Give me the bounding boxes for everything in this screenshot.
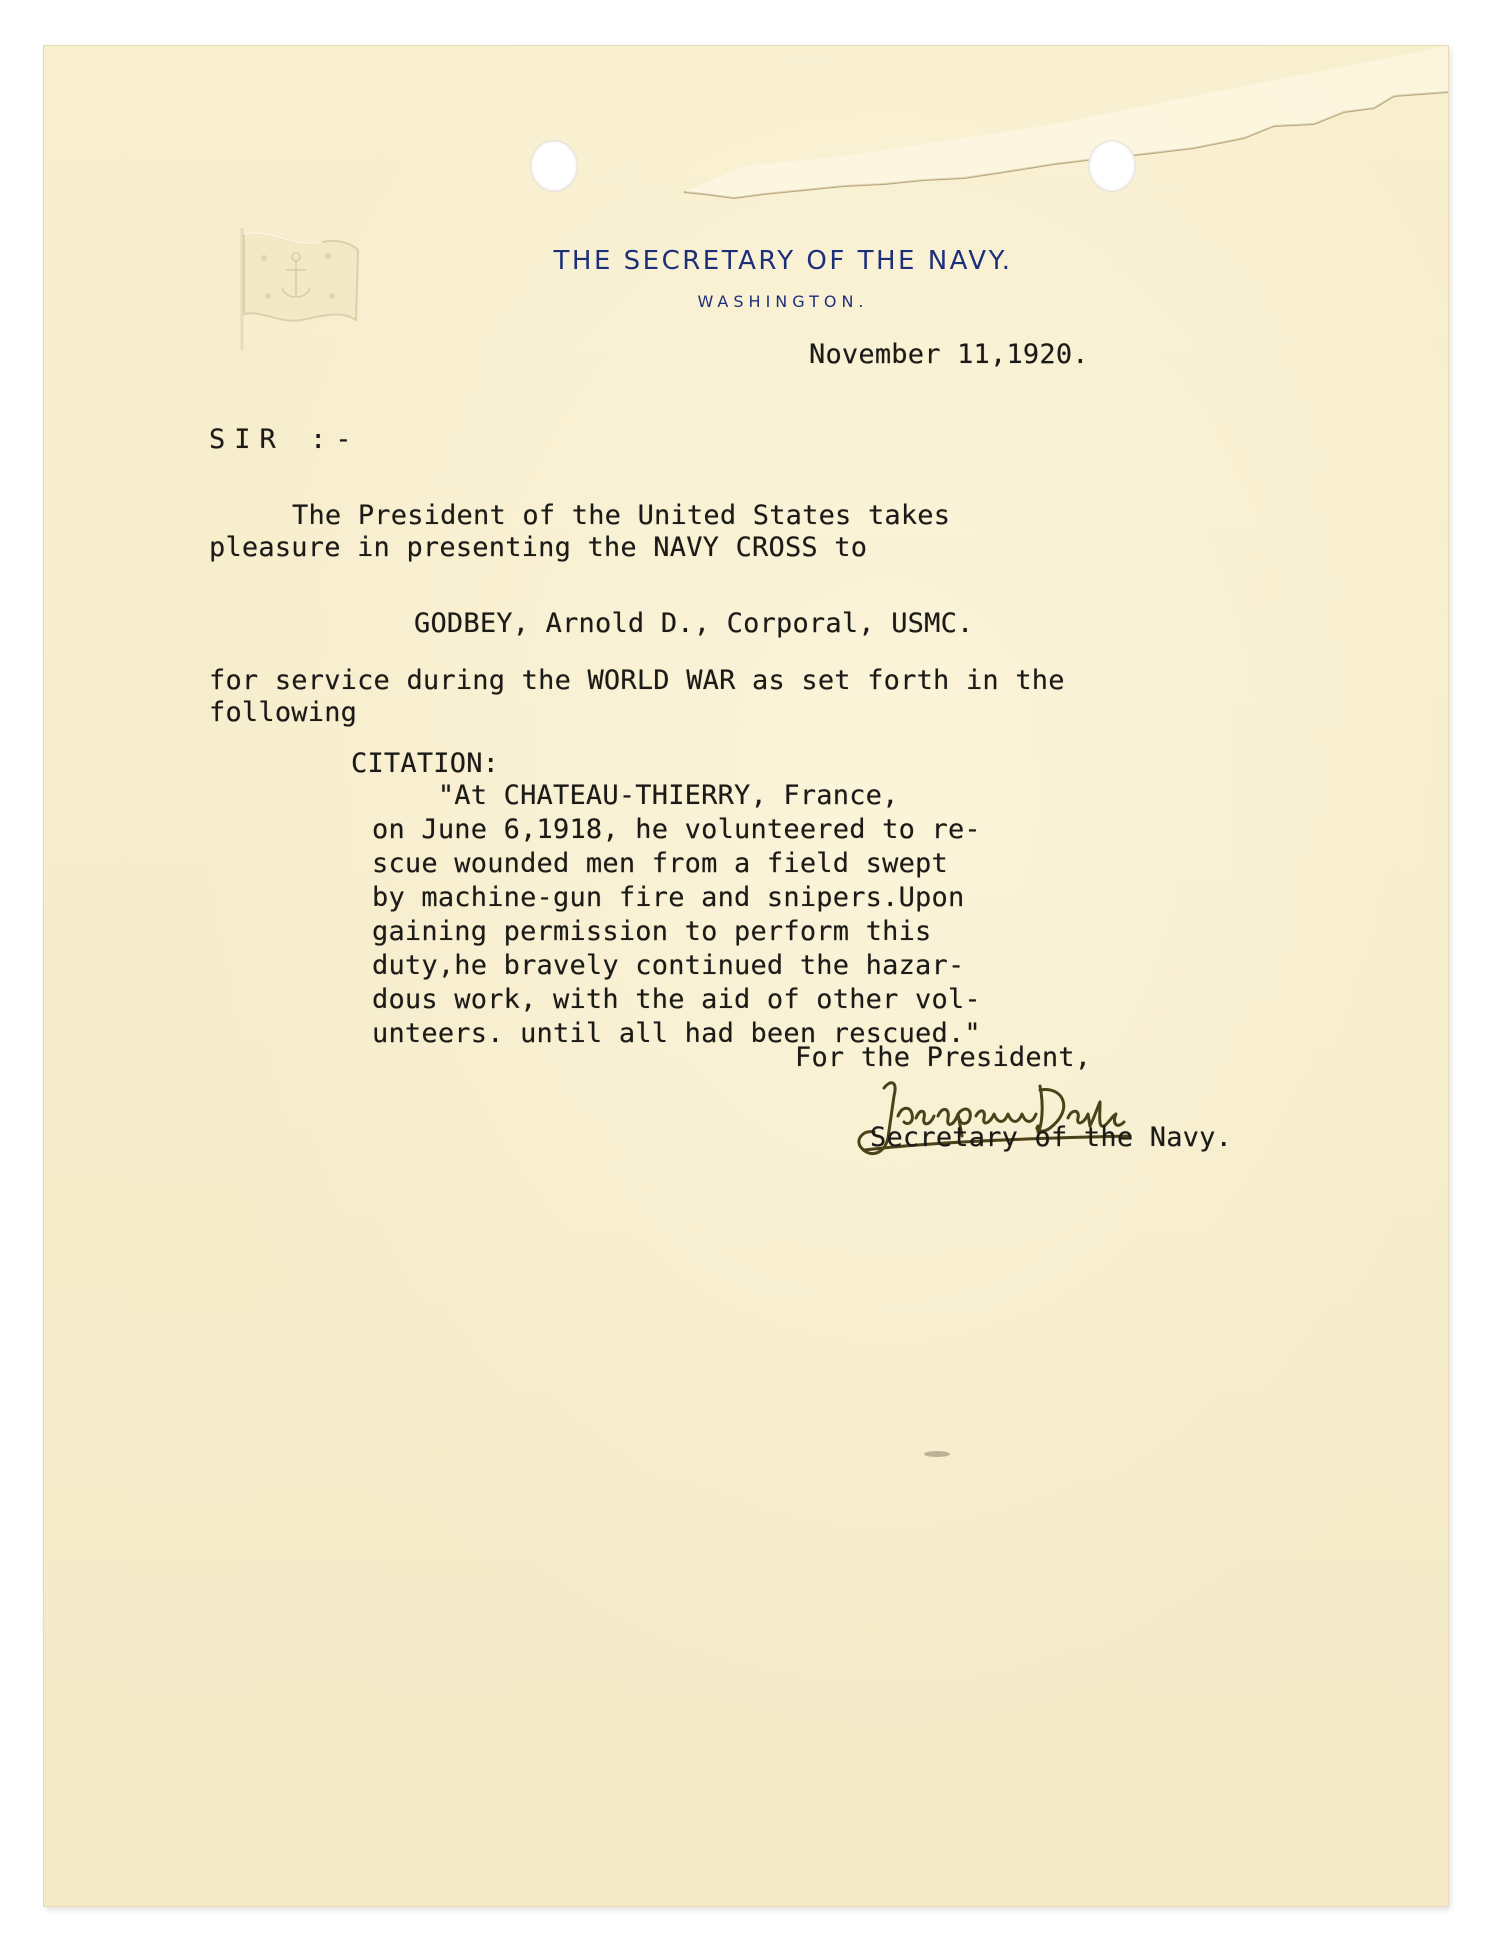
letter-page [44,46,1448,1906]
recipient-name: GODBEY, Arnold D., Corporal, USMC. [414,608,974,639]
torn-edge [44,46,1448,246]
letter-date: November 11,1920. [809,339,1089,370]
intro-line-1: The President of the United States takes [292,500,951,531]
intro-line-2: pleasure in presenting the NAVY CROSS to [209,532,868,563]
punch-hole-left [530,140,578,192]
citation-line: dous work, with the aid of other vol- [372,984,981,1015]
ink-smudge [924,1451,950,1457]
citation-line: by machine-gun fire and snipers.Upon [372,882,965,913]
service-line-1: for service during the WORLD WAR as set forth in the [209,665,1065,696]
closing: For the President, [795,1042,1092,1073]
citation-line: scue wounded men from a field swept [372,848,948,879]
salutation: SIR :- [209,424,361,455]
embossed-flag-icon [232,224,372,354]
service-line-2: following [209,697,358,728]
citation-line: unteers. until all had been rescued." [372,1018,981,1049]
signatory-title: Secretary of the Navy. [870,1122,1233,1153]
citation-line: on June 6,1918, he volunteered to re- [372,814,981,845]
letterhead-title: THE SECRETARY OF THE NAVY. [553,246,1013,276]
punch-hole-right [1088,140,1136,192]
citation-line: duty,he bravely continued the hazar- [372,950,965,981]
citation-line: gaining permission to perform this [372,916,932,947]
citation-label: CITATION: [351,748,500,779]
citation-line: "At CHATEAU-THIERRY, France, [372,780,899,811]
letterhead-city: WASHINGTON. [697,292,869,311]
